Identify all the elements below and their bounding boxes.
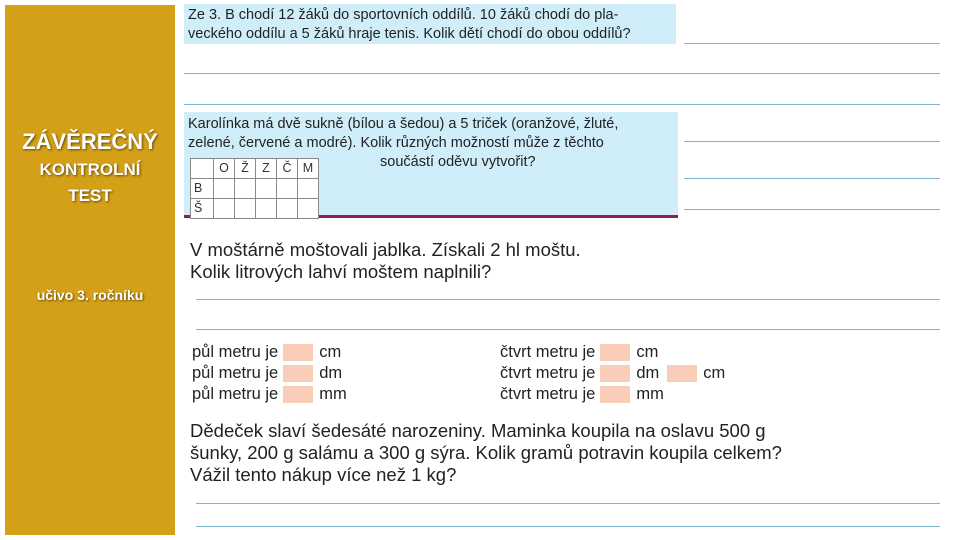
table-col-header: Č: [277, 159, 298, 179]
conversion-label: čtvrt metru je: [500, 343, 596, 361]
conversion-label: půl metru je: [192, 343, 279, 361]
table-cell[interactable]: [277, 199, 298, 219]
conversion-label: půl metru je: [192, 385, 279, 403]
task3-text: [190, 239, 581, 283]
answer-line[interactable]: [184, 73, 940, 74]
answer-line[interactable]: [684, 209, 940, 210]
sidebar-subtitle: učivo 3. ročníku: [36, 287, 144, 303]
answer-line[interactable]: [196, 503, 940, 504]
task5-line1: Dědeček slaví šedesáté narozeniny. Maminka koupila na oslavu 500 g: [190, 420, 766, 441]
answer-line[interactable]: [196, 526, 940, 527]
task2-box: [184, 112, 678, 218]
sidebar-panel: [5, 5, 175, 535]
conversion-row: [192, 343, 341, 362]
conversion-row: [192, 364, 342, 383]
task1-line2: veckého oddílu a 5 žáků hraje tenis. Kolik dětí chodí do obou oddílů?: [188, 26, 631, 42]
table-header-row: [191, 159, 319, 179]
conversion-row: [192, 385, 347, 404]
answer-line[interactable]: [684, 43, 940, 44]
table-col-header: Z: [256, 159, 277, 179]
conversion-row: [500, 364, 725, 383]
answer-box[interactable]: [600, 365, 630, 382]
table-cell[interactable]: [214, 199, 235, 219]
conversion-unit: cm: [703, 364, 726, 382]
answer-box[interactable]: [600, 344, 630, 361]
table-row-header: B: [191, 179, 214, 199]
answer-box[interactable]: [600, 386, 630, 403]
task3-line2: Kolik litrových lahví moštem naplnili?: [190, 261, 492, 282]
conversion-unit: dm: [636, 364, 660, 382]
sidebar-title-line3: TEST: [68, 186, 112, 205]
table-cell[interactable]: [235, 199, 256, 219]
table-row: [191, 179, 319, 199]
conversion-row: [500, 343, 658, 362]
task1-box: [184, 4, 676, 44]
answer-line[interactable]: [684, 141, 940, 142]
sidebar-title-line1: ZÁVĚREČNÝ: [22, 129, 158, 154]
answer-box[interactable]: [283, 344, 313, 361]
conversion-label: čtvrt metru je: [500, 385, 596, 403]
task5-text: [190, 420, 782, 486]
table-cell[interactable]: [235, 179, 256, 199]
conversion-unit: cm: [319, 343, 342, 361]
conversion-unit: mm: [319, 385, 347, 403]
conversion-unit: dm: [319, 364, 343, 382]
table-col-header: M: [298, 159, 319, 179]
table-cell[interactable]: [298, 199, 319, 219]
sidebar-title-line2: KONTROLNÍ: [39, 160, 141, 179]
task2-line2: zelené, červené a modré). Kolik různých možností může z těchto: [188, 135, 604, 151]
task1-line1: Ze 3. B chodí 12 žáků do sportovních oddílů. 10 žáků chodí do pla-: [188, 7, 619, 23]
conversion-row: [500, 385, 664, 404]
table-corner-cell: [191, 159, 214, 179]
answer-line[interactable]: [184, 104, 940, 105]
conversion-unit: cm: [636, 343, 659, 361]
table-row-header: Š: [191, 199, 214, 219]
task2-line1: Karolínka má dvě sukně (bílou a šedou) a 5 triček (oranžové, žluté,: [188, 116, 619, 132]
conversion-label: čtvrt metru je: [500, 364, 596, 382]
table-cell[interactable]: [298, 179, 319, 199]
table-col-header: O: [214, 159, 235, 179]
table-row: [191, 199, 319, 219]
table-cell[interactable]: [277, 179, 298, 199]
answer-line[interactable]: [684, 178, 940, 179]
table-col-header: Ž: [235, 159, 256, 179]
table-cell[interactable]: [256, 199, 277, 219]
answer-box[interactable]: [283, 386, 313, 403]
conversion-unit: mm: [636, 385, 664, 403]
table-cell[interactable]: [214, 179, 235, 199]
table-cell[interactable]: [256, 179, 277, 199]
answer-box[interactable]: [667, 365, 697, 382]
task5-line2: šunky, 200 g salámu a 300 g sýra. Kolik gramů potravin koupila celkem?: [190, 442, 782, 463]
answer-box[interactable]: [283, 365, 313, 382]
task5-line3: Vážil tento nákup více než 1 kg?: [190, 464, 457, 485]
conversion-label: půl metru je: [192, 364, 279, 382]
task2-line3: součástí oděvu vytvořit?: [380, 154, 536, 170]
task3-line1: V moštárně moštovali jablka. Získali 2 hl moštu.: [190, 239, 581, 260]
answer-line[interactable]: [196, 299, 940, 300]
combination-table: [190, 158, 319, 219]
answer-line[interactable]: [196, 329, 940, 330]
